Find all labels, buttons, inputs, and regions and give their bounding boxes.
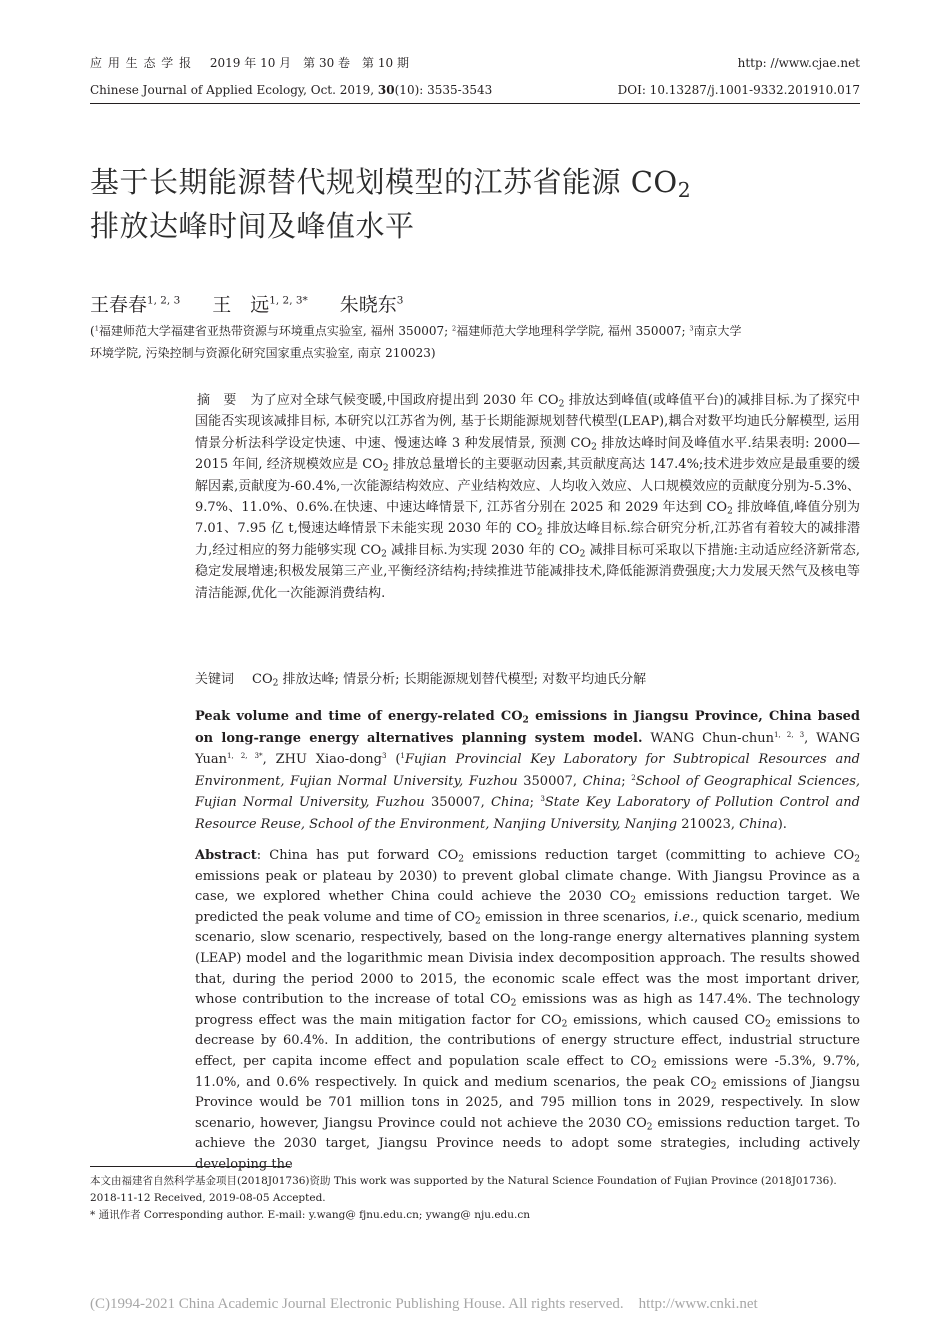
journal-en-header: Chinese Journal of Applied Ecology, Oct. 2019, 30(10): 3535-3543 [90, 83, 493, 97]
english-title-block: Peak volume and time of energy-related $CO_2$ emissions in Jiangsu Province, China based on long-range energy alternatives planning system model. WANG Chun-chun$^{1, 2, 3}$, WANG Yuan$^{1, 2, 3*}$, ZHU Xiao-dong$^3$ ($^1$Fujian Provincial Key Laboratory for Subtropical Resources and Environment, Fujian Normal University, Fuzhou 350007, China; $^2$School of Geographical Sciences, Fujian Normal University, Fuzhou 350007, China; $^3$State Key Laboratory of Pollution Control and Resource Reuse, School of the Environment, Nanjing University, Nanjing 210023, China). [195, 709, 860, 832]
paper-title-line1: 基于长期能源替代规划模型的江苏省能源 $CO_2$ [90, 165, 692, 203]
copyright-notice: (C)1994-2021 China Academic Journal Electronic Publishing House. All rights reserved. http://www.cnki.net [90, 1296, 758, 1312]
affiliations: ($^1$福建师范大学福建省亚热带资源与环境重点实验室, 福州 350007; $^2$福建师范大学地理科学学院, 福州 350007; $^3$南京大学 环境学院, 污染控制与资源化研究国家重点实验室, 南京 210023) [90, 324, 742, 360]
abstract-cn: 摘 要 为了应对全球气候变暖,中国政府提出到 2030 年 $CO_2$ 排放达到峰值(或峰值平台)的减排目标.为了探究中国能否实现该减排目标, 本研究以江苏省为例, 基于长期能源规划替代模型(LEAP),耦合对数平均迪氏分解模型, 运用情景分析法科学设定快速、中速、慢速达峰 3 种发展情景, 预测 $CO_2$ 排放达峰时间及峰值水平.结果表明: 2000—2015 年间, 经济规模效应是 $CO_2$ 排放总量增长的主要驱动因素,其贡献度高达 147.4%;技术进步效应是最重要的缓解因素,贡献度为-60.4%,一次能源结构效应、产业结构效应、人均收入效应、人口规模效应的贡献度分别为-5.3%、9.7%、11.0%、0.6%.在快速、中速达峰情景下, 江苏省分别在 2025 和 2029 年达到 $CO_2$ 排放峰值,峰值分别为 7.01、7.95 亿 t,慢速达峰情景下未能实现 2030 年的 $CO_2$ 排放达峰目标.综合研究分析,江苏省有着较大的减排潜力,经过相应的努力能够实现 $CO_2$ 减排目标.为实现 2030 年的 $CO_2$ 减排目标可采取以下措施:主动适应经济新常态,稳定发展增速;积极发展第三产业,平衡经济结构;持续推进节能减排技术,降低能源消费强度;大力发展天然气及核电等清洁能源,优化一次能源消费结构. [195, 393, 861, 601]
keywords: 关键词 $CO_2$ 排放达峰; 情景分析; 长期能源规划替代模型; 对数平均迪氏分解 [195, 672, 647, 689]
abstract-cn-label: 摘 要 [197, 393, 237, 408]
journal-cn-header [90, 55, 409, 71]
author: 王 远$^{1, 2, 3*}$ [212, 294, 308, 316]
received-dates: 2018-11-12 Received, 2019-08-05 Accepted. [90, 1192, 326, 1204]
funding-note: 本文由福建省自然科学基金项目(2018J01736)资助 This work was supported by the Natural Science Foundation of Fujian Province (2018J01736). [90, 1175, 837, 1187]
paper-title-line2: 排放达峰时间及峰值水平 [90, 209, 415, 243]
author-list [90, 290, 429, 317]
abstract-en: Abstract: China has put forward $CO_2$ emissions reduction target (committing to achieve $CO_2$ emissions peak or plateau by 2030) to prevent global climate change. With Jiangsu Province as a case, we explored whether China could achieve the 2030 $CO_2$ emissions reduction target. We predicted the peak volume and time of $CO_2$ emission in three scenarios, i.e., quick scenario, medium scenario, slow scenario, respectively, based on the long-range energy alternatives planning system (LEAP) model and the logarithmic mean Divisia index decomposition approach. The results showed that, during the period 2000 to 2015, the economic scale effect was the most important driver, whose contribution to the increase of total $CO_2$ emissions was as high as 147.4%. The technology progress effect was the main mitigation factor for $CO_2$ emissions, which caused $CO_2$ emissions to decrease by 60.4%. In addition, the contributions of energy structure effect, industrial structure effect, per capita income effect and population scale effect to $CO_2$ emissions were -5.3%, 9.7%, 11.0%, and 0.6% respectively. In quick and medium scenarios, the peak $CO_2$ emissions of Jiangsu Province would be 701 million tons in 2025, and 795 million tons in 2029, respectively. In slow scenario, however, Jiangsu Province could not achieve the 2030 $CO_2$ emissions reduction target. To achieve the 2030 target, Jiangsu Province needs to adopt some strategies, including actively developing the [195, 848, 861, 1172]
abstract-en-label: Abstract [195, 848, 257, 863]
author: 王春春$^{1, 2, 3}$ [90, 294, 181, 316]
footnote-rule [90, 1166, 290, 1167]
journal-url[interactable]: http: //www.cjae.net [737, 56, 860, 70]
header-rule [90, 103, 860, 104]
doi[interactable]: DOI: 10.13287/j.1001-9332.201910.017 [617, 83, 860, 97]
corresponding-author: * 通讯作者 Corresponding author. E-mail: y.wang@ fjnu.edu.cn; ywang@ nju.edu.cn [90, 1209, 531, 1221]
journal-cn-name: 应 用 生 态 学 报 [90, 56, 193, 70]
keywords-label: 关键词 [195, 672, 235, 687]
journal-cn-issue: 2019 年 10 月 第 30 卷 第 10 期 [209, 56, 409, 70]
author: 朱晓东$^3$ [339, 294, 404, 316]
journal-volume: 30 [377, 83, 395, 97]
